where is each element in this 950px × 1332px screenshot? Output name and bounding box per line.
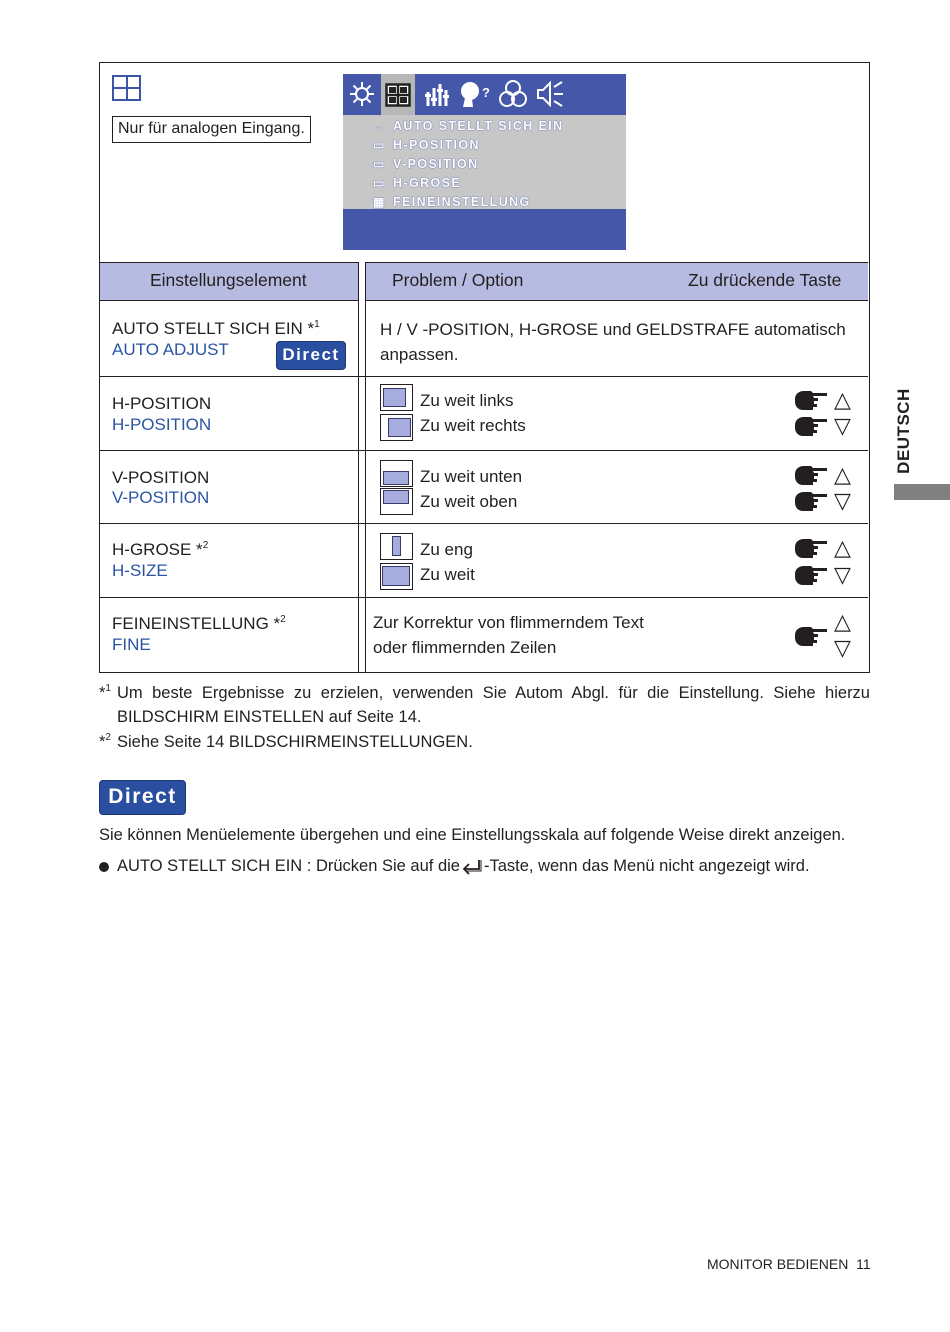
screen-narrow-icon <box>380 533 413 560</box>
up-button-icon: △ <box>834 535 851 560</box>
pointing-hand-icon <box>794 537 828 559</box>
down-button-icon: ▽ <box>834 488 851 513</box>
table-row-auto <box>100 301 868 377</box>
color-icon <box>419 77 453 111</box>
up-button-icon: △ <box>834 387 851 412</box>
auto-arrow-icon: → <box>373 118 387 133</box>
image-adjust-icon <box>381 74 415 115</box>
screen-up-icon <box>380 488 413 515</box>
header-button-to-press: Zu drückende Taste <box>688 270 842 290</box>
row-description: H / V -POSITION, H-GROSE und GELDSTRAFE automatisch <box>380 320 846 339</box>
fine-icon: ▦ <box>373 195 386 210</box>
screen-left-icon <box>380 384 413 411</box>
window-icon <box>112 75 141 101</box>
down-button-icon: ▽ <box>834 635 851 660</box>
header-problem-option: Problem / Option <box>392 270 524 290</box>
option-text: Zu weit <box>420 565 475 584</box>
direct-heading-badge: Direct <box>99 780 186 815</box>
osd-item-fine: ▦ FEINEINSTELLUNG <box>373 195 531 210</box>
row-label-en: FINE <box>112 635 151 654</box>
row-label-de: AUTO STELLT SICH EIN *$^1$ <box>112 319 320 338</box>
header-setting-item: Einstellungselement <box>150 270 307 290</box>
footnote-1-mark: *$^1$ <box>99 683 111 702</box>
bullet-icon <box>99 862 109 872</box>
row-label-de: H-GROSE *$^2$ <box>112 540 209 559</box>
row-label-en: AUTO ADJUST <box>112 340 229 359</box>
row-label-en: H-POSITION <box>112 415 212 434</box>
osd-tab-bar <box>343 74 626 115</box>
footnote-2-mark: *$^2$ <box>99 732 111 751</box>
screen-down-icon <box>380 460 413 487</box>
option-text: oder flimmernden Zeilen <box>373 638 557 657</box>
row-label-en: V-POSITION <box>112 488 210 507</box>
page-number: 11 <box>856 1256 871 1272</box>
table-row-h-position <box>100 377 868 451</box>
page-footer: MONITOR BEDIENEN 11 <box>707 1256 871 1272</box>
down-button-icon: ▽ <box>834 413 851 438</box>
option-text: Zu weit links <box>420 391 514 410</box>
osd-item-v-position: ▭ V-POSITION <box>373 156 479 171</box>
h-size-icon: ▭ <box>373 176 386 191</box>
row-label-en: H-SIZE <box>112 561 168 580</box>
option-text: Zu weit rechts <box>420 416 526 435</box>
screen-right-icon <box>380 414 413 441</box>
table-row-fine <box>100 598 868 672</box>
option-text: Zur Korrektur von flimmerndem Text <box>373 613 644 632</box>
mute-icon <box>533 77 567 111</box>
analog-note: Nur für analogen Eingang. <box>112 116 311 143</box>
h-position-icon: ▭ <box>373 137 386 152</box>
row-label-de: FEINEINSTELLUNG *$^2$ <box>112 614 286 633</box>
direct-bullet: AUTO STELLT SICH EIN : Drücken Sie auf die -Taste, wenn das Menü nicht angezeigt wird. <box>99 857 810 876</box>
option-text: Zu weit oben <box>420 492 518 511</box>
osd-item-list <box>343 115 626 209</box>
language-side-tab: DEUTSCH <box>894 388 914 474</box>
osd-item-h-size: ▭ H-GROSE <box>373 176 462 191</box>
footnote-1-line2: BILDSCHIRM EINSTELLEN auf Seite 14. <box>117 708 422 726</box>
pointing-hand-icon <box>794 389 828 411</box>
screen-wide-icon <box>380 563 413 590</box>
pointing-hand-icon <box>794 415 828 437</box>
osd-menu <box>343 74 626 250</box>
rgb-icon <box>496 77 530 111</box>
pointing-hand-icon <box>794 625 828 647</box>
pointing-hand-icon <box>794 490 828 512</box>
pointing-hand-icon <box>794 564 828 586</box>
v-position-icon: ▭ <box>373 156 386 171</box>
brightness-icon <box>345 77 379 111</box>
pointing-hand-icon <box>794 464 828 486</box>
info-icon: ? <box>456 77 494 111</box>
direct-badge: Direct <box>276 341 346 370</box>
up-button-icon: △ <box>834 462 851 487</box>
settings-table <box>99 62 870 673</box>
enter-key-icon <box>461 859 483 875</box>
down-button-icon: ▽ <box>834 562 851 587</box>
table-row-h-size <box>100 524 868 598</box>
row-description-cont: anpassen. <box>380 345 459 364</box>
side-tab-bar <box>894 484 950 500</box>
direct-intro: Sie können Menüelemente übergehen und eine Einstellungsskala auf folgende Weise direkt anzeigen. <box>99 826 846 844</box>
table-row-v-position <box>100 451 868 524</box>
footnote-1-line1: Um beste Ergebnisse zu erzielen, verwenden Sie Autom Abgl. für die Einstellung. Siehe hierzu <box>117 684 870 702</box>
osd-item-auto: → AUTO STELLT SICH EIN <box>373 118 564 133</box>
row-label-de: H-POSITION <box>112 394 212 413</box>
row-label-de: V-POSITION <box>112 468 210 487</box>
footnote-2-text: Siehe Seite 14 BILDSCHIRMEINSTELLUNGEN. <box>117 733 473 751</box>
osd-item-h-position: ▭ H-POSITION <box>373 137 480 152</box>
option-text: Zu weit unten <box>420 467 523 486</box>
up-button-icon: △ <box>834 609 851 634</box>
table-header <box>100 262 868 301</box>
option-text: Zu eng <box>420 540 473 559</box>
